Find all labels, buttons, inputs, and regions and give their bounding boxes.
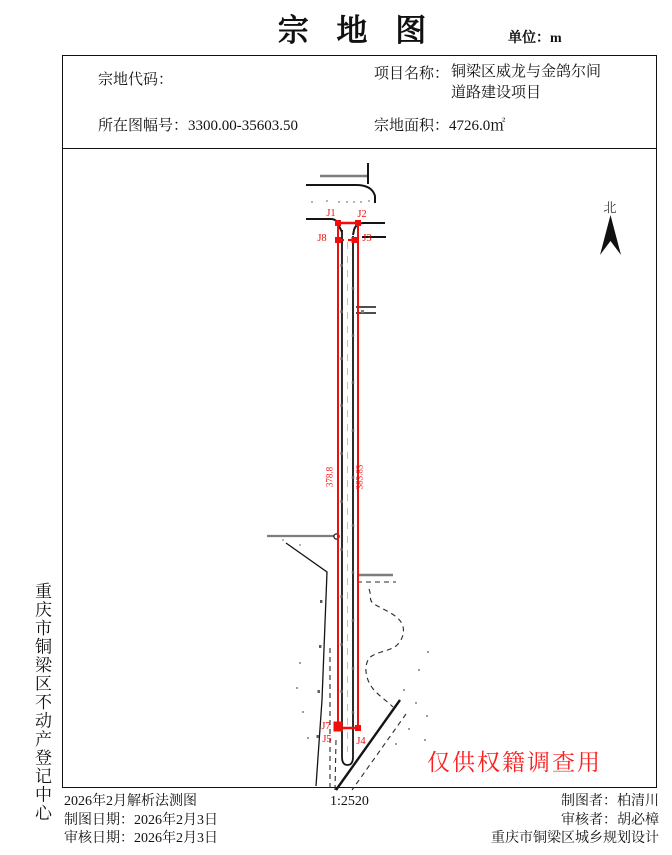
parcel-area-value: 4726.0㎡	[449, 118, 506, 134]
point-label-j2: J2	[357, 209, 367, 220]
map-sheet-label: 所在图幅号：	[98, 118, 189, 134]
check-date: 审核日期：2026年2月3日	[64, 831, 218, 846]
registration-center-label: 重庆市铜梁区不动产登记中心	[32, 582, 51, 823]
unit-label: 单位：m	[508, 31, 562, 46]
survey-method: 2026年2月解析法测图	[64, 794, 197, 809]
road-channel-lines	[341, 230, 355, 765]
left-road-lines	[267, 534, 339, 790]
right-terrain-features	[296, 575, 429, 790]
parcel-boundary	[317, 208, 371, 747]
top-road-lines	[306, 163, 375, 203]
footer-left	[64, 793, 218, 849]
checker: 审核者：胡必樟	[561, 812, 659, 828]
dimension-labels	[325, 464, 365, 489]
map-scale: 1:2520	[330, 794, 369, 809]
footer-right	[491, 793, 659, 849]
draw-date: 制图日期：2026年2月3日	[64, 812, 218, 828]
drafter: 制图者：柏清川	[561, 794, 659, 809]
parcel-area-label: 宗地面积：	[374, 118, 450, 134]
north-label: 北	[603, 200, 617, 215]
point-label-j3: J3	[362, 233, 372, 244]
page-title: 宗 地 图	[277, 13, 437, 48]
point-label-j7: J7	[321, 721, 331, 732]
project-name-label: 项目名称：	[374, 66, 450, 82]
parcel-code-label: 宗地代码：	[98, 72, 174, 88]
design-org: 重庆市铜梁区城乡规划设计	[491, 831, 659, 846]
dimension-right: 383.83	[354, 464, 365, 490]
project-name-value: 铜梁区威龙与金鸽尔间 道路建设项目	[451, 64, 602, 101]
cadastral-notice-stamp: 仅供权籍调查用	[427, 750, 602, 775]
north-arrow-icon	[600, 215, 621, 255]
point-label-j4: J4	[356, 736, 366, 747]
point-label-j1: J1	[326, 208, 336, 219]
point-label-j5: J5	[322, 734, 332, 745]
dimension-left: 378.8	[324, 466, 335, 488]
map-sheet-value: 3300.00-35603.50	[188, 118, 299, 134]
vegetation-dots	[296, 651, 429, 745]
point-label-j8: J8	[317, 233, 327, 244]
north-arrow	[600, 200, 621, 255]
